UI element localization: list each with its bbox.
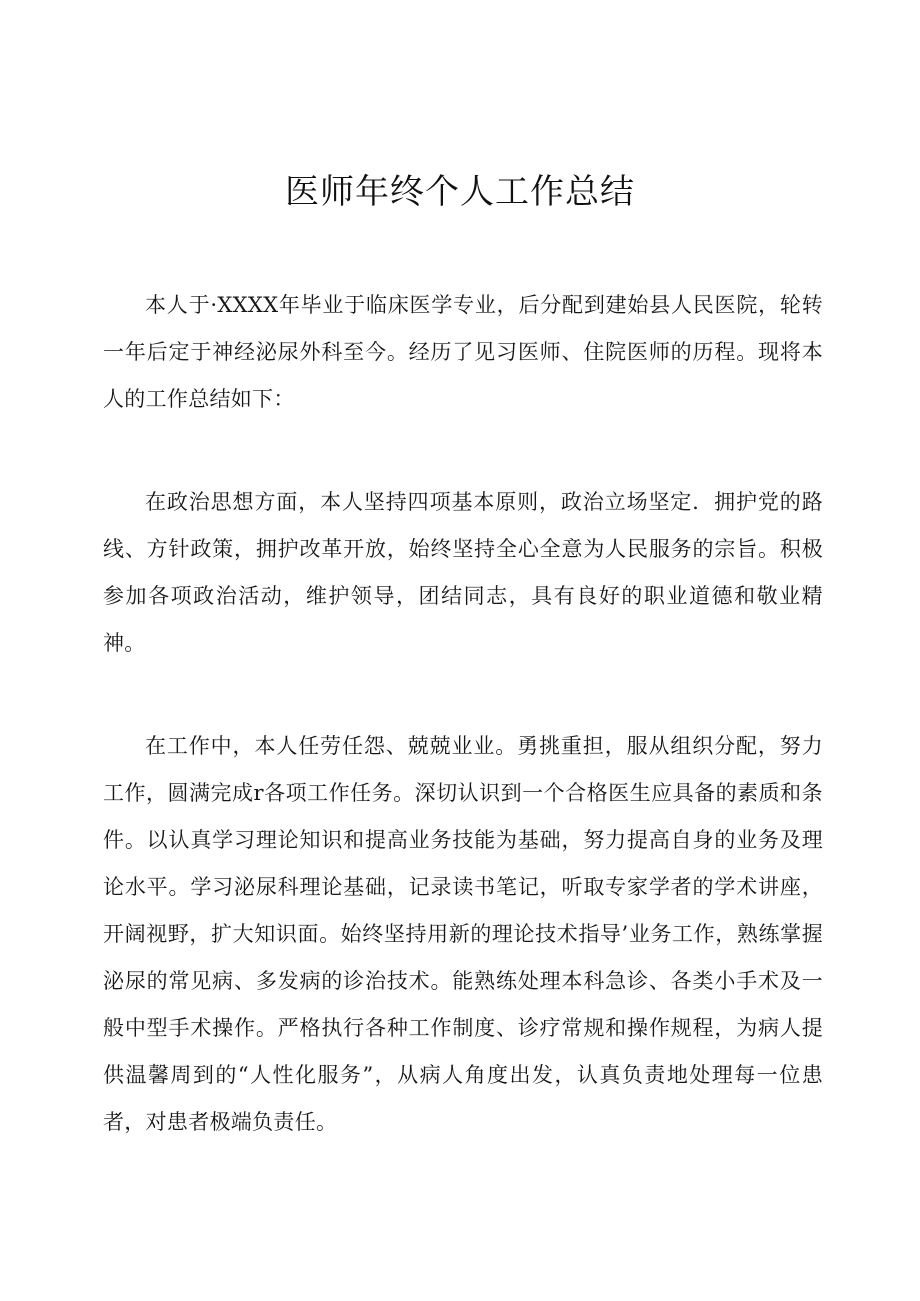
document-title: 医师年终个人工作总结 (285, 172, 635, 212)
paragraph-political: 在政治思想方面，本人坚持四项基本原则，政治立场坚定．拥护党的路线、方针政策，拥护改革开放，始终坚持全心全意为人民服务的宗旨。积极参加各项政治活动，维护领导，团结同志，具有良好的职业道德和敬业精神。 (103, 490, 823, 655)
paragraph-intro: 本人于·XXXX年毕业于临床医学专业，后分配到建始县人民医院，轮转一年后定于神经泌尿外科至今。经历了见习医师、住院医师的历程。现将本人的工作总结如下： (103, 293, 823, 411)
paragraph-work: 在工作中，本人任劳任怨、兢兢业业。勇挑重担，服从组织分配，努力工作，圆满完成r各项工作任务。深切认识到一个合格医生应具备的素质和条件。以认真学习理论知识和提高业务技能为基础，努力提高自身的业务及理论水平。学习泌尿科理论基础，记录读书笔记，听取专家学者的学术讲座，开阔视野，扩大知识面。始终坚持用新的理论技术指导’业务工作，熟练掌握泌尿的常见病、多发病的诊治技术。能熟练处理本科急诊、各类小手术及一般中型手术操作。严格执行各种工作制度、诊疗常规和操作规程，为病人提供温馨周到的“人性化服务”，从病人角度出发，认真负责地处理每一位患者，对患者极端负责任。 (103, 734, 823, 1134)
document-body (103, 282, 823, 1202)
